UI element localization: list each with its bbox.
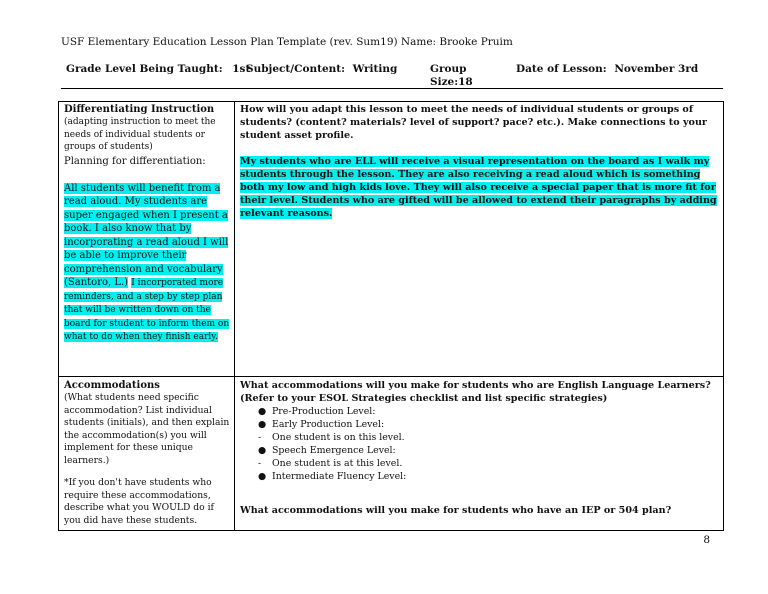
accommodations-description: (What students need specific accommodation? List individual students (initials), and then explain the accommodation(s) you will implement for these unique learners.) — [64, 392, 230, 466]
list-item — [258, 444, 720, 457]
document-title: USF Elementary Education Lesson Plan Template (rev. Sum19) Name: Brooke Pruim — [61, 36, 513, 48]
subject — [246, 63, 397, 75]
page-number: 8 — [703, 534, 710, 546]
list-item-text: Intermediate Fluency Level: — [272, 471, 407, 482]
differentiation-answer — [240, 155, 720, 220]
subject-label: Subject/Content: — [246, 63, 346, 75]
date-label: Date of Lesson: — [516, 63, 607, 75]
accommodations-left-cell — [64, 379, 232, 527]
list-item-text: Early Production Level: — [272, 419, 385, 430]
group-size-value: Size:18 — [430, 76, 473, 88]
differentiation-response — [64, 182, 232, 344]
planning-label: Planning for differentiation: — [64, 155, 206, 167]
differentiating-right-cell — [240, 103, 720, 220]
list-item-text: One student is at this level. — [272, 458, 403, 469]
list-item — [258, 418, 720, 431]
dash-marker: - — [258, 432, 262, 443]
differentiation-response-a: All students will benefit from a read aloud. My students are super engaged when I present a book. I also know that by incorporating a read aloud I will be able to improve their comprehension and vocabulary (Santoro, L.) — [64, 182, 229, 288]
grade-value: 1st — [232, 63, 251, 75]
differentiating-left-cell — [64, 103, 232, 344]
differentiation-question: How will you adapt this lesson to meet the needs of individual students or groups of students? (content? materials? level of support? pace? etc.). Make connections to your student asset profile. — [240, 104, 707, 141]
differentiating-heading: Differentiating Instruction — [64, 104, 215, 115]
date-value: November 3rd — [614, 63, 699, 75]
list-item-text: One student is on this level. — [272, 432, 405, 443]
differentiating-description: (adapting instruction to meet the needs of individual students or groups of students) — [64, 117, 216, 152]
list-item — [258, 405, 720, 418]
grade-label: Grade Level Being Taught: — [66, 63, 223, 75]
row-divider — [58, 376, 724, 377]
list-item — [258, 470, 720, 483]
column-divider — [234, 101, 235, 531]
grade-level — [66, 63, 250, 75]
list-item-text: Speech Emergence Level: — [272, 445, 396, 456]
list-item — [258, 457, 720, 470]
header-rule — [61, 88, 723, 89]
iep-question: What accommodations will you make for students who have an IEP or 504 plan? — [240, 505, 672, 516]
list-item-text: Pre-Production Level: — [272, 406, 376, 417]
bullet-marker: ● — [258, 406, 267, 417]
ell-levels-list — [240, 405, 720, 483]
date-of-lesson — [516, 63, 698, 75]
group-size — [430, 63, 473, 89]
dash-marker: - — [258, 458, 262, 469]
accommodations-right-cell — [240, 379, 720, 517]
list-item — [258, 431, 720, 444]
bullet-marker: ● — [258, 445, 267, 456]
differentiation-response-b: I incorporated more reminders, and a step by step plan that will be written down on the board for student to inform them on what to do when they finish early. — [64, 278, 230, 342]
accommodations-heading: Accommodations — [64, 380, 160, 391]
bullet-marker: ● — [258, 419, 267, 430]
subject-value: Writing — [352, 63, 398, 75]
accommodations-note: *If you don't have students who require these accommodations, describe what you WOULD do if you did have these students. — [64, 477, 214, 526]
differentiation-answer-text: My students who are ELL will receive a visual representation on the board as I walk my students through the lesson. They are also receiving a read aloud which is something both my low and high kids love. They will also receive a special paper that is more fit for their level. Students who are gifted will be allowed to extend their paragraphs by adding relevant reasons. — [240, 156, 717, 219]
ell-question: What accommodations will you make for students who are English Language Learners? (Refer to your ESOL Strategies checklist and list specific strategies) — [240, 380, 711, 404]
group-label: Group — [430, 63, 467, 75]
bullet-marker: ● — [258, 471, 267, 482]
